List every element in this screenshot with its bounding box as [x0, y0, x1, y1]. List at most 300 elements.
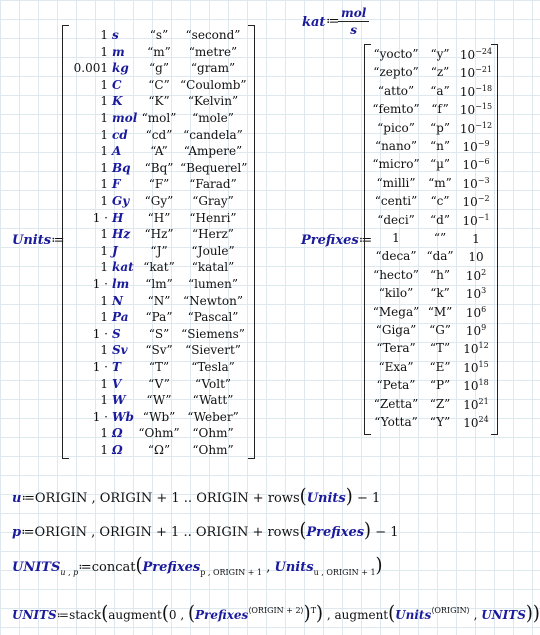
- units-matrix-row: [62, 443, 255, 460]
- prefix-factor: [458, 121, 494, 136]
- prefix-base: 10: [459, 103, 476, 118]
- prefix-factor: [458, 397, 494, 412]
- unit-name: “Ohm”: [192, 443, 234, 457]
- close-paren: ): [532, 601, 540, 626]
- unit-coefficient: 1: [100, 243, 108, 258]
- unit-symbol: Pa: [112, 310, 129, 325]
- units-matrix-row: [62, 45, 255, 62]
- prefix-factor: [458, 47, 494, 62]
- unit-symbol: C: [112, 77, 122, 92]
- prefix-base: 10: [465, 287, 482, 302]
- unit-abbreviation: “lm”: [145, 277, 173, 291]
- unit-name: “katal”: [191, 260, 235, 275]
- unit-symbol: Gy: [112, 194, 130, 208]
- unit-coefficient: 1: [100, 160, 108, 175]
- unit-abbreviation: “cd”: [145, 127, 173, 142]
- prefix-base: 10: [462, 158, 478, 173]
- unit-abbreviation: “J”: [150, 243, 168, 258]
- prefix-abbreviation: “Z”: [429, 396, 451, 411]
- prefixes-matrix-row: [364, 378, 498, 395]
- unit-symbol: N: [112, 293, 123, 308]
- prefix-base: 10: [463, 379, 479, 394]
- unit-coefficient: 0.001: [73, 61, 108, 76]
- prefix-base: 10: [462, 176, 478, 191]
- units-stack-formula[interactable]: UNITS≔stack(augment(0 , (Prefixes$^{⟨ORIGIN + 2⟩}$)$^T$) , augment(Units$^{⟨ORIGIN⟩}$ , UNITS)): [12, 601, 540, 626]
- units-subscript: u , p: [60, 568, 79, 577]
- assign-operator: ≔: [78, 560, 92, 575]
- prefix-exponent: −21: [475, 65, 493, 75]
- unit-symbol: V: [112, 376, 122, 391]
- prefix-base: 10: [465, 305, 482, 320]
- unit-coefficient: 1 ·: [92, 326, 108, 341]
- stack-lhs-variable: UNITS: [12, 608, 57, 622]
- prefix-factor: [458, 341, 494, 356]
- unit-symbol: lm: [112, 277, 130, 291]
- u-variable: u: [12, 491, 22, 506]
- unit-coefficient: 1: [100, 94, 108, 109]
- u-range-expression: ORIGIN , ORIGIN + 1 .. ORIGIN + rows: [34, 491, 300, 506]
- prefix-base: 10: [462, 140, 478, 154]
- unit-abbreviation: “W”: [146, 393, 172, 408]
- units-matrix-row: [62, 377, 255, 394]
- p-minus-one: − 1: [375, 525, 399, 540]
- prefixes-matrix-row: [364, 397, 498, 414]
- prefix-factor: [458, 249, 494, 264]
- prefix-factor: [458, 305, 494, 320]
- concat-function: concat: [91, 560, 136, 575]
- prefix-abbreviation: “y”: [430, 47, 450, 61]
- unit-symbol: F: [112, 177, 121, 192]
- prefix-abbreviation: “da”: [426, 249, 454, 264]
- kat-fraction: [338, 6, 369, 37]
- unit-name: “gram”: [190, 61, 236, 76]
- unit-abbreviation: “C”: [148, 77, 170, 92]
- p-variable: p: [12, 525, 22, 540]
- close-paren: ): [375, 553, 383, 578]
- open-paren: (: [299, 518, 307, 543]
- prefixes-matrix-row: [364, 231, 498, 248]
- prefix-factor: [458, 286, 494, 301]
- prefixes-matrix-row: [364, 157, 498, 174]
- stack-prefixes-arg: Prefixes: [195, 608, 249, 622]
- prefix-exponent: −12: [475, 120, 493, 130]
- prefix-base: 10: [459, 84, 476, 99]
- unit-symbol: Hz: [112, 227, 131, 242]
- prefix-exponent: −9: [477, 139, 490, 148]
- column-superscript: ⟨ORIGIN⟩: [431, 606, 470, 615]
- unit-name: “Coulomb”: [180, 77, 247, 92]
- prefixes-matrix-row: [364, 415, 498, 432]
- prefixes-matrix-row: [364, 84, 498, 101]
- assign-operator: ≔: [326, 14, 340, 29]
- close-paren: ): [345, 484, 353, 509]
- prefixes-matrix-row: [364, 65, 498, 82]
- unit-abbreviation: “m”: [147, 44, 171, 59]
- unit-name: “Farad”: [189, 177, 237, 192]
- prefix-base: 10: [463, 342, 479, 357]
- prefix-abbreviation: “E”: [429, 359, 451, 374]
- prefixes-matrix[interactable]: [364, 44, 498, 435]
- prefix-exponent: 24: [478, 415, 489, 424]
- prefix-abbreviation: “µ”: [429, 157, 451, 172]
- prefixes-matrix-row: [364, 102, 498, 119]
- unit-coefficient: 1: [100, 144, 108, 159]
- unit-coefficient: 1: [100, 443, 108, 457]
- units-matrix-row: [62, 360, 255, 377]
- unit-abbreviation: “Hz”: [144, 227, 174, 242]
- prefix-factor: [458, 323, 494, 338]
- unit-name: “Watt”: [192, 393, 234, 408]
- units-matrix[interactable]: [62, 25, 255, 459]
- open-paren: (: [135, 553, 143, 578]
- unit-name: “candela”: [183, 127, 243, 142]
- unit-name: “Volt”: [194, 376, 232, 391]
- augment-function: augment: [334, 608, 389, 622]
- unit-name: “second”: [185, 28, 241, 42]
- units-matrix-row: [62, 177, 255, 194]
- unit-name: “Henri”: [189, 210, 237, 225]
- prefix-factor: [458, 102, 494, 117]
- prefixes-matrix-row: [364, 121, 498, 138]
- units-matrix-row: [62, 78, 255, 95]
- prefix-abbreviation: “c”: [430, 194, 450, 209]
- unit-abbreviation: “N”: [147, 293, 171, 308]
- prefix-exponent: −15: [475, 102, 493, 112]
- open-paren: (: [161, 601, 169, 626]
- prefix-base: 10: [463, 397, 479, 412]
- prefix-name: “kilo”: [378, 286, 414, 301]
- assign-operator: ≔: [21, 525, 35, 540]
- prefix-factor: [458, 194, 494, 209]
- units-matrix-variable: UNITS: [12, 560, 61, 575]
- prefixes-variable: Prefixes: [301, 233, 359, 248]
- close-paren: ): [316, 601, 324, 626]
- unit-abbreviation: “mol”: [141, 111, 177, 125]
- unit-symbol: s: [112, 28, 119, 42]
- prefix-abbreviation: “p”: [430, 120, 450, 135]
- prefix-name: “Tera”: [376, 341, 416, 356]
- prefix-factor: [458, 157, 494, 172]
- unit-abbreviation: “V”: [148, 376, 170, 391]
- unit-symbol: Wb: [112, 409, 134, 424]
- prefix-name: “pico”: [377, 120, 415, 135]
- unit-symbol: Bq: [112, 160, 131, 175]
- kat-numerator: mol: [338, 6, 369, 22]
- prefixes-matrix-row: [364, 47, 498, 64]
- unit-abbreviation: “Bq”: [144, 160, 174, 175]
- units-matrix-row: [62, 144, 255, 161]
- assign-operator: ≔: [358, 233, 373, 248]
- unit-name: “Siemens”: [181, 326, 245, 341]
- prefix-base: 10: [465, 268, 482, 283]
- prefix-exponent: 2: [481, 267, 487, 277]
- unit-coefficient: 1: [100, 194, 108, 208]
- prefix-factor: [458, 231, 494, 246]
- open-paren: (: [187, 601, 195, 626]
- unit-coefficient: 1 ·: [92, 277, 108, 291]
- unit-coefficient: 1 ·: [92, 210, 108, 225]
- prefixes-definition-label[interactable]: [301, 233, 372, 248]
- prefix-name: “Yotta”: [374, 415, 418, 429]
- prefix-name: “centi”: [374, 194, 418, 209]
- units-matrix-row: [62, 211, 255, 228]
- prefix-base: 10: [459, 121, 476, 136]
- prefix-base: 10: [459, 48, 476, 62]
- u-rows-argument: Units: [306, 491, 346, 506]
- unit-abbreviation: “Wb”: [142, 409, 176, 424]
- unit-symbol: kat: [112, 260, 134, 275]
- prefix-base: 10: [459, 66, 476, 81]
- prefix-name: “deca”: [375, 249, 417, 264]
- prefix-factor: [458, 213, 494, 228]
- stack-function: stack: [69, 608, 102, 622]
- prefixes-matrix-row: [364, 194, 498, 211]
- p-rows-argument: Prefixes: [306, 525, 365, 540]
- stack-units2-arg: UNITS: [481, 608, 526, 622]
- units-matrix-row: [62, 128, 255, 145]
- unit-name: “Herz”: [192, 227, 234, 242]
- units-matrix-row: [62, 393, 255, 410]
- units-matrix-row: [62, 94, 255, 111]
- prefix-factor: [458, 378, 494, 393]
- unit-name: “Newton”: [183, 293, 243, 308]
- units-matrix-row: [62, 260, 255, 277]
- units-matrix-row: [62, 227, 255, 244]
- unit-coefficient: 1: [100, 343, 108, 358]
- units-matrix-row: [62, 61, 255, 78]
- prefix-name: “femto”: [372, 102, 420, 117]
- prefix-factor: [458, 139, 494, 154]
- unit-abbreviation: “Sv”: [145, 343, 173, 358]
- unit-symbol: J: [112, 243, 118, 258]
- unit-abbreviation: “F”: [148, 177, 170, 192]
- units-matrix-row: [62, 194, 255, 211]
- unit-name: “mole”: [192, 111, 234, 125]
- prefix-exponent: −18: [475, 83, 493, 93]
- unit-coefficient: 1: [100, 293, 108, 308]
- unit-abbreviation: “Ω”: [147, 443, 171, 457]
- open-paren: (: [299, 484, 307, 509]
- prefix-abbreviation: “h”: [430, 267, 450, 282]
- prefixes-matrix-row: [364, 360, 498, 377]
- prefix-abbreviation: “a”: [430, 83, 450, 98]
- prefix-name: “yocto”: [373, 47, 419, 61]
- unit-name: “Sievert”: [185, 343, 241, 358]
- unit-symbol: mol: [112, 111, 138, 125]
- prefix-exponent: 15: [478, 359, 489, 369]
- prefix-abbreviation: “n”: [430, 139, 450, 153]
- prefix-exponent: −24: [475, 47, 493, 56]
- prefix-abbreviation: “”: [433, 231, 447, 245]
- unit-symbol: S: [112, 326, 121, 341]
- unit-abbreviation: “kat”: [143, 260, 175, 275]
- transpose-superscript: T: [310, 606, 317, 615]
- unit-abbreviation: “Gy”: [144, 194, 174, 208]
- kat-definition[interactable]: [302, 6, 382, 42]
- u-minus-one: − 1: [356, 491, 381, 506]
- unit-name: “Kelvin”: [187, 94, 239, 109]
- prefixes-matrix-row: [364, 341, 498, 358]
- prefix-exponent: −2: [477, 194, 490, 204]
- unit-name: “Weber”: [187, 409, 239, 424]
- units-matrix-row: [62, 294, 255, 311]
- unit-name: “Pascal”: [187, 310, 239, 325]
- units-matrix-row: [62, 244, 255, 261]
- stack-units-arg: Units: [395, 608, 432, 622]
- prefix-exponent: −1: [477, 212, 490, 222]
- unit-coefficient: 1: [100, 44, 108, 59]
- prefix-abbreviation: “m”: [428, 175, 452, 190]
- prefixes-matrix-row: [364, 213, 498, 230]
- prefix-name: “nano”: [374, 139, 418, 153]
- unit-symbol: K: [112, 94, 123, 109]
- prefix-abbreviation: “d”: [430, 212, 450, 227]
- unit-coefficient: 1: [100, 260, 108, 275]
- units-matrix-row: [62, 161, 255, 178]
- units-matrix-row: [62, 28, 255, 45]
- prefix-factor: [458, 415, 494, 430]
- unit-abbreviation: “H”: [147, 210, 171, 225]
- unit-symbol: Ω: [112, 426, 123, 441]
- unit-symbol: H: [112, 210, 124, 225]
- augment-function: augment: [108, 608, 162, 622]
- prefix-exponent: 3: [481, 286, 487, 296]
- prefix-base: 1: [472, 232, 480, 246]
- prefix-abbreviation: “k”: [430, 286, 450, 301]
- prefix-name: “hecto”: [373, 267, 419, 282]
- prefix-factor: [458, 360, 494, 375]
- unit-coefficient: 1: [100, 111, 108, 125]
- unit-symbol: m: [112, 44, 125, 59]
- unit-coefficient: 1: [100, 426, 108, 441]
- concat-units-arg: Units: [274, 560, 314, 575]
- prefix-factor: [458, 268, 494, 283]
- prefix-name: “Giga”: [375, 323, 417, 337]
- prefix-base: 10: [463, 360, 479, 375]
- kat-denominator: s: [350, 23, 358, 37]
- prefix-name: “zepto”: [373, 65, 419, 80]
- column-superscript: ⟨ORIGIN + 2⟩: [248, 606, 304, 615]
- prefix-base: 10: [462, 213, 478, 228]
- concat-units-subscript: u , ORIGIN + 1: [313, 568, 376, 577]
- units-matrix-row: [62, 426, 255, 443]
- unit-coefficient: 1 ·: [92, 409, 108, 424]
- p-range-formula[interactable]: [12, 520, 399, 541]
- prefixes-matrix-row: [364, 268, 498, 285]
- p-range-expression: ORIGIN , ORIGIN + 1 .. ORIGIN + rows: [34, 525, 300, 540]
- units-concat-formula[interactable]: $UNITS_{u , p}≔concat(Prefixes_{p , ORIGIN + 1}$ , Units$_{u , ORIGIN + 1}$): [12, 553, 383, 578]
- assign-operator: ≔: [56, 608, 70, 622]
- prefixes-matrix-row: [364, 305, 498, 322]
- prefixes-matrix-row: [364, 286, 498, 303]
- unit-name: “Ohm”: [192, 426, 234, 441]
- units-definition-label[interactable]: [12, 233, 65, 248]
- kat-lhs: kat: [302, 15, 326, 30]
- unit-name: “Joule”: [191, 243, 235, 258]
- unit-name: “Ampere”: [183, 144, 243, 159]
- unit-abbreviation: “s”: [149, 28, 169, 42]
- unit-abbreviation: “g”: [149, 61, 169, 76]
- prefix-exponent: 6: [481, 304, 487, 314]
- prefix-exponent: 21: [478, 396, 489, 406]
- prefix-abbreviation: “P”: [429, 378, 451, 393]
- unit-symbol: W: [112, 393, 126, 408]
- unit-coefficient: 1: [100, 393, 108, 408]
- prefix-exponent: 18: [478, 378, 489, 388]
- prefix-exponent: 12: [478, 341, 489, 351]
- u-range-formula[interactable]: [12, 486, 380, 507]
- unit-name: “lumen”: [187, 277, 239, 291]
- units-matrix-row: [62, 277, 255, 294]
- prefix-name: “Mega”: [372, 304, 420, 319]
- units-matrix-row: [62, 343, 255, 360]
- prefix-exponent: −3: [477, 175, 490, 185]
- concat-prefixes-arg: Prefixes: [142, 560, 201, 575]
- units-matrix-row: [62, 111, 255, 128]
- unit-symbol: T: [112, 360, 121, 374]
- prefix-abbreviation: “T”: [429, 341, 451, 356]
- unit-name: “metre”: [188, 44, 238, 59]
- unit-symbol: A: [112, 144, 122, 159]
- prefix-factor: [458, 65, 494, 80]
- open-paren: (: [388, 601, 396, 626]
- unit-coefficient: 1: [100, 310, 108, 325]
- unit-abbreviation: “Pa”: [145, 310, 173, 325]
- close-paren: ): [525, 601, 533, 626]
- close-paren: ): [303, 601, 311, 626]
- prefix-name: 1: [392, 231, 400, 245]
- unit-symbol: Ω: [112, 443, 123, 457]
- prefixes-matrix-row: [364, 249, 498, 266]
- prefix-abbreviation: “Y”: [429, 415, 451, 429]
- prefix-base: 10: [468, 250, 484, 265]
- close-paren: ): [364, 518, 372, 543]
- prefix-base: 10: [462, 195, 478, 210]
- prefix-name: “Exa”: [378, 359, 414, 374]
- unit-name: “Tesla”: [191, 360, 235, 374]
- concat-prefixes-subscript: p , ORIGIN + 1: [200, 568, 263, 577]
- unit-symbol: cd: [112, 127, 128, 142]
- units-variable: Units: [12, 233, 52, 248]
- prefix-name: “atto”: [377, 83, 415, 98]
- unit-coefficient: 1: [100, 77, 108, 92]
- units-matrix-row: [62, 327, 255, 344]
- prefix-base: 10: [465, 324, 482, 338]
- prefixes-matrix-row: [364, 323, 498, 340]
- units-matrix-row: [62, 410, 255, 427]
- unit-name: “Bequerel”: [180, 160, 248, 175]
- unit-abbreviation: “T”: [148, 360, 170, 374]
- unit-coefficient: 1 ·: [92, 360, 108, 374]
- prefix-name: “deci”: [377, 212, 415, 227]
- prefix-factor: [458, 84, 494, 99]
- prefix-exponent: 9: [481, 323, 487, 332]
- prefixes-matrix-row: [364, 139, 498, 156]
- assign-operator: ≔: [21, 491, 35, 506]
- unit-coefficient: 1: [100, 227, 108, 242]
- prefix-name: “Zetta”: [373, 396, 419, 411]
- unit-coefficient: 1: [100, 28, 108, 42]
- unit-abbreviation: “S”: [148, 326, 170, 341]
- prefix-abbreviation: “f”: [431, 102, 449, 117]
- prefix-factor: [458, 176, 494, 191]
- prefix-name: “milli”: [376, 175, 416, 190]
- prefix-exponent: −6: [477, 157, 490, 167]
- prefix-name: “Peta”: [376, 378, 416, 393]
- unit-abbreviation: “K”: [148, 94, 170, 109]
- unit-symbol: kg: [112, 61, 129, 76]
- unit-coefficient: 1: [100, 376, 108, 391]
